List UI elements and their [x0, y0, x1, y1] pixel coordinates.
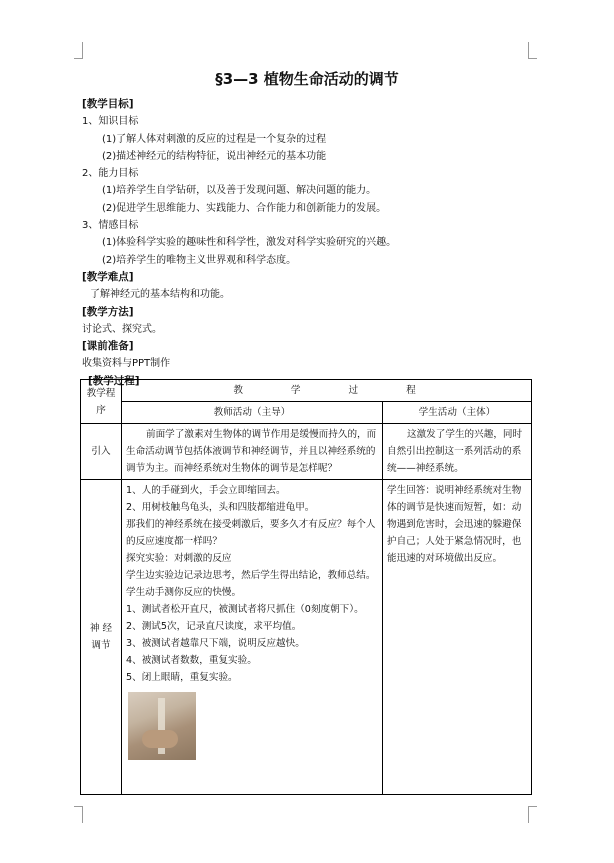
process-table: [80, 379, 532, 795]
prep-heading: [课前准备]: [82, 340, 134, 353]
goals-heading: [教学目标]: [82, 98, 134, 110]
teacher-cell-nerve: [122, 480, 383, 795]
teacher-line: 2、用树枝触鸟龟头，头和四肢都缩进龟甲。: [126, 502, 315, 513]
table-header-row: [81, 380, 532, 402]
teacher-line: 1、测试者松开直尺，被测试者将尺抓住（0刻度朝下）。: [126, 604, 364, 615]
teacher-line: 1、人的手碰到火，手会立即缩回去。: [126, 485, 286, 496]
teacher-line: 那我们的神经系统在接受刺激后，要多久才有反应？每个人的反应速度都一样吗？: [126, 519, 376, 547]
teacher-line: 探究实验：对刺激的反应: [126, 553, 232, 564]
crop-mark-bottom-right: [528, 806, 537, 823]
teacher-header-cell: 教师活动（主导）: [122, 402, 383, 424]
table-subheader-row: [81, 402, 532, 424]
teacher-line: 学生动手测你反应的快慢。: [126, 587, 242, 598]
method-text: 讨论式、探究式。: [82, 323, 162, 335]
program-header-cell: 教学程序: [81, 380, 122, 424]
table-row: [81, 424, 532, 480]
difficulty-text: 了解神经元的基本结构和功能。: [90, 289, 230, 301]
process-heading: [教学过程]: [88, 374, 140, 387]
goal-item: (1)体验科学实验的趣味性和科学性，激发对科学实验研究的兴趣。: [102, 237, 397, 249]
teacher-line: 学生边实验边记录边思考，然后学生得出结论，教师总结。: [126, 570, 376, 581]
row-label-part: 调节: [91, 640, 111, 651]
difficulty-heading: [教学难点]: [82, 270, 134, 283]
student-cell-intro: 这激发了学生的兴趣，同时自然引出控制这一系列活动的系统——神经系统。: [383, 424, 532, 480]
experiment-photo: [128, 692, 196, 760]
row-label-part: 神 经: [89, 623, 113, 634]
prep-text: 收集资料与PPT制作: [82, 358, 171, 370]
document-title: §3—3 植物生命活动的调节: [215, 70, 399, 88]
crop-mark-top-right: [528, 42, 537, 59]
goal-item: (2)描述神经元的结构特征，说出神经元的基本功能: [102, 150, 327, 162]
table-row: [81, 480, 532, 795]
goal-group-head: 3、情感目标: [82, 220, 139, 232]
method-heading: [教学方法]: [82, 305, 134, 318]
student-cell-nerve: 学生回答：说明神经系统对生物体的调节是快速而短暂，如：动物遇到危害时，会迅速的躲避保护自己；人处于紧急情况时，也能迅速的对环境做出反应。: [383, 480, 532, 795]
process-header-cell: 教学过程: [122, 380, 532, 402]
goal-item: (2)促进学生思维能力、实践能力、合作能力和创新能力的发展。: [102, 202, 387, 214]
goal-item: (2)培养学生的唯物主义世界观和科学态度。: [102, 254, 297, 266]
crop-mark-bottom-left: [74, 806, 83, 823]
teacher-line: 2、测试5次，记录直尺读度，求平均值。: [126, 621, 302, 632]
row-label-intro: 引入: [81, 424, 122, 480]
teacher-cell-intro: 前面学了激素对生物体的调节作用是缓慢而持久的，而生命活动调节包括体液调节和神经调节，并且以神经系统的调节为主。而神经系统对生物体的调节是怎样呢？: [122, 424, 383, 480]
teacher-line: 4、被测试者数数，重复实验。: [126, 655, 257, 666]
row-label-nerve: [81, 480, 122, 795]
goal-item: (1)培养学生自学钻研，以及善于发现问题、解决问题的能力。: [102, 185, 377, 197]
student-header-cell: 学生活动（主体）: [383, 402, 532, 424]
crop-mark-top-left: [74, 42, 83, 59]
lesson-plan-body: [82, 96, 532, 390]
goal-item: (1)了解人体对刺激的反应的过程是一个复杂的过程: [102, 133, 327, 145]
teacher-line: 3、被测试者越靠尺下端，说明反应越快。: [126, 638, 305, 649]
goal-group-head: 1、知识目标: [82, 116, 139, 128]
goal-group-head: 2、能力目标: [82, 168, 139, 180]
teacher-line: 5、闭上眼睛，重复实验。: [126, 672, 238, 683]
